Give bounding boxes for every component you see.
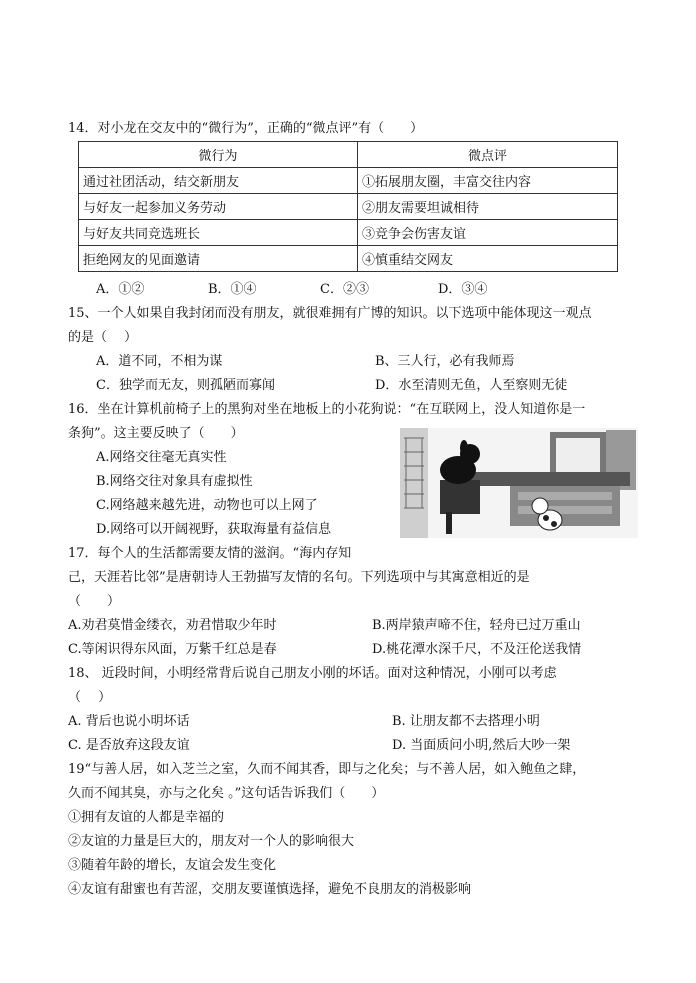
table-cell: ④慎重结交网友 bbox=[358, 246, 618, 272]
q15-option-d[interactable]: D．水至清则无鱼，人至察则无徒 bbox=[375, 378, 568, 393]
q16-option-d[interactable]: D.网络可以开阔视野，获取海量有益信息 bbox=[96, 522, 332, 537]
table-cell: ②朋友需要坦诚相待 bbox=[358, 194, 618, 220]
table-row bbox=[79, 220, 618, 246]
q14-table bbox=[78, 141, 618, 272]
q17-option-b[interactable]: B.两岸猿声啼不住，轻舟已过万重山 bbox=[372, 618, 581, 633]
q19-item-3: ③随着年龄的增长，友谊会发生变化 bbox=[68, 858, 277, 873]
q18-stem: 18、 近段时间，小明经常背后说自己朋友小刚的坏话。面对这种情况，小刚可以考虑 bbox=[68, 666, 557, 681]
table-header: 微行为 bbox=[79, 142, 358, 168]
table-cell: 通过社团活动，结交新朋友 bbox=[79, 168, 358, 194]
q16-stem-cont: 条狗”。这主要反映了（ ） bbox=[68, 426, 244, 441]
q14-option-c[interactable]: C．②③ bbox=[320, 282, 369, 297]
q18-stem-blank: （ ） bbox=[68, 690, 112, 705]
q14-option-b[interactable]: B．①④ bbox=[208, 282, 257, 297]
table-cell: 与好友一起参加义务劳动 bbox=[79, 194, 358, 220]
q18-option-d[interactable]: D. 当面质问小明,然后大吵一架 bbox=[392, 738, 571, 753]
table-cell: 与好友共同竞选班长 bbox=[79, 220, 358, 246]
table-cell: 拒绝网友的见面邀请 bbox=[79, 246, 358, 272]
q15-stem: 15、一个人如果自我封闭而没有朋友，就很难拥有广博的知识。以下选项中能体现这一观点 bbox=[68, 306, 592, 321]
q15-option-c[interactable]: C．独学而无友，则孤陋而寡闻 bbox=[96, 378, 275, 393]
q14-stem: 14．对小龙在交友中的“微行为”，正确的“微点评”有（ ） bbox=[68, 121, 424, 136]
q16-stem: 16．坐在计算机前椅子上的黑狗对坐在地板上的小花狗说：“在互联网上，没人知道你是一 bbox=[68, 402, 586, 417]
q17-option-c[interactable]: C.等闲识得东风面，万紫千红总是春 bbox=[68, 642, 277, 657]
q15-option-b[interactable]: B、三人行，必有我师焉 bbox=[375, 354, 515, 369]
table-cell: ①拓展朋友圈，丰富交往内容 bbox=[358, 168, 618, 194]
q16-option-b[interactable]: B.网络交往对象具有虚拟性 bbox=[96, 474, 253, 489]
q19-item-4: ④友谊有甜蜜也有苦涩，交朋友要谨慎选择，避免不良朋友的消极影响 bbox=[68, 882, 472, 897]
table-row bbox=[79, 168, 618, 194]
table-row bbox=[79, 194, 618, 220]
q15-option-a[interactable]: A．道不同，不相为谋 bbox=[96, 354, 223, 369]
q17-option-a[interactable]: A.劝君莫惜金缕衣，劝君惜取少年时 bbox=[68, 618, 277, 633]
q17-stem-cont: 己，天涯若比邻”是唐朝诗人王勃描写友情的名句。下列选项中与其寓意相近的是 bbox=[68, 570, 530, 585]
q15-stem-cont: 的是（ ） bbox=[68, 330, 138, 345]
q16-option-a[interactable]: A.网络交往毫无真实性 bbox=[96, 450, 227, 465]
table-row bbox=[79, 246, 618, 272]
q18-option-b[interactable]: B. 让朋友都不去搭理小明 bbox=[392, 714, 540, 729]
q19-item-2: ②友谊的力量是巨大的，朋友对一个人的影响很大 bbox=[68, 834, 355, 849]
q17-option-d[interactable]: D.桃花潭水深千尺，不及汪伦送我情 bbox=[372, 642, 582, 657]
q19-stem-cont: 久而不闻其臭，亦与之化矣 。”这句话告诉我们（ ） bbox=[68, 786, 385, 801]
q18-option-a[interactable]: A. 背后也说小明坏话 bbox=[68, 714, 190, 729]
q17-stem-blank: （ ） bbox=[68, 594, 121, 609]
table-header: 微点评 bbox=[358, 142, 618, 168]
q19-item-1: ①拥有友谊的人都是幸福的 bbox=[68, 810, 225, 825]
q14-option-d[interactable]: D．③④ bbox=[438, 282, 488, 297]
q16-option-c[interactable]: C.网络越来越先进，动物也可以上网了 bbox=[96, 498, 318, 513]
table-cell: ③竞争会伤害友谊 bbox=[358, 220, 618, 246]
q19-stem: 19“与善人居，如入芝兰之室，久而不闻其香，即与之化矣；与不善人居，如入鲍鱼之肆， bbox=[68, 762, 586, 777]
q17-stem: 17．每个人的生活都需要友情的滋润。“海内存知 bbox=[68, 546, 352, 561]
cartoon-dogs-computer-illustration bbox=[400, 428, 638, 538]
q14-option-a[interactable]: A．①② bbox=[96, 282, 145, 297]
q18-option-c[interactable]: C. 是否放弃这段友谊 bbox=[68, 738, 190, 753]
